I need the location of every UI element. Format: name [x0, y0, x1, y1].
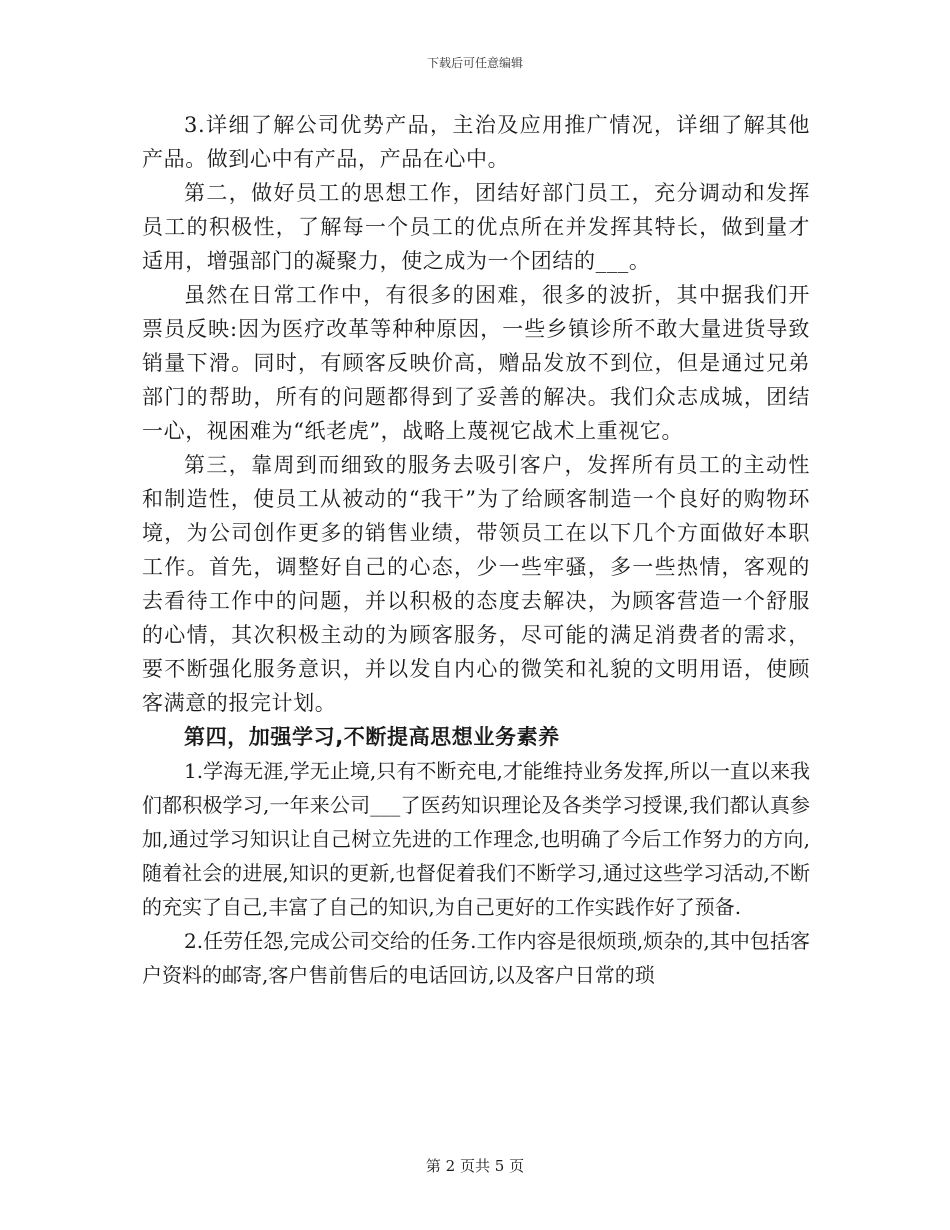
- paragraph-continuous-learning: 1.学海无涯,学无止境,只有不断充电,才能维持业务发挥,所以一直以来我们都积极学习,一年来公司___了医药知识理论及各类学习授课,我们都认真参加,通过学习知识让自己树立先进的工作理念,也明确了今后工作努力的方向,随着社会的进展,知识的更新,也督促着我们不断学习,通过这些学习活动,不断的充实了自己,丰富了自己的知识,为自己更好的工作实践作好了预备.: [142, 759, 810, 919]
- paragraph-product-knowledge: 3.详细了解公司优势产品，主治及应用推广情况，详细了解其他产品。做到心中有产品，产品在心中。: [142, 113, 810, 171]
- paragraph-staff-work: 第二，做好员工的思想工作，团结好部门员工，充分调动和发挥员工的积极性，了解每一个员工的优点所在并发挥其特长，做到量才适用，增强部门的凝聚力，使之成为一个团结的___。: [142, 181, 810, 273]
- paragraph-service: 第三，靠周到而细致的服务去吸引客户，发挥所有员工的主动性和制造性，使员工从被动的“我干”为了给顾客制造一个良好的购物环境，为公司创作更多的销售业绩，带领员工在以下几个方面做好本职工作。首先，调整好自己的心态，少一些牢骚，多一些热情，客观的去看待工作中的问题，并以积极的态度去解决，为顾客营造一个舒服的心情，其次积极主动的为顾客服务，尽可能的满足消费者的需求，要不断强化服务意识，并以发自内心的微笑和礼貌的文明用语，使顾客满意的报完计划。: [142, 453, 810, 715]
- document-body: [142, 108, 810, 992]
- page-header-note: 下载后可任意编辑: [426, 56, 523, 70]
- section-heading-study: 第四，加强学习,不断提高思想业务素养: [184, 725, 560, 749]
- paragraph-hard-work: 2.任劳任怨,完成公司交给的任务.工作内容是很烦琐,烦杂的,其中包括客户资料的邮寄,客户售前售后的电话回访,以及客户日常的琐: [142, 929, 810, 987]
- page-number: 第 2 页共 5 页: [425, 1157, 525, 1175]
- paragraph-difficulties: 虽然在日常工作中，有很多的困难，很多的波折，其中据我们开票员反映:因为医疗改革等种种原因，一些乡镇诊所不敢大量进货导致销量下滑。同时，有顾客反映价高，赠品发放不到位，但是通过兄弟部门的帮助，所有的问题都得到了妥善的解决。我们众志成城，团结一心，视困难为“纸老虎”，战略上蔑视它战术上重视它。: [142, 283, 810, 443]
